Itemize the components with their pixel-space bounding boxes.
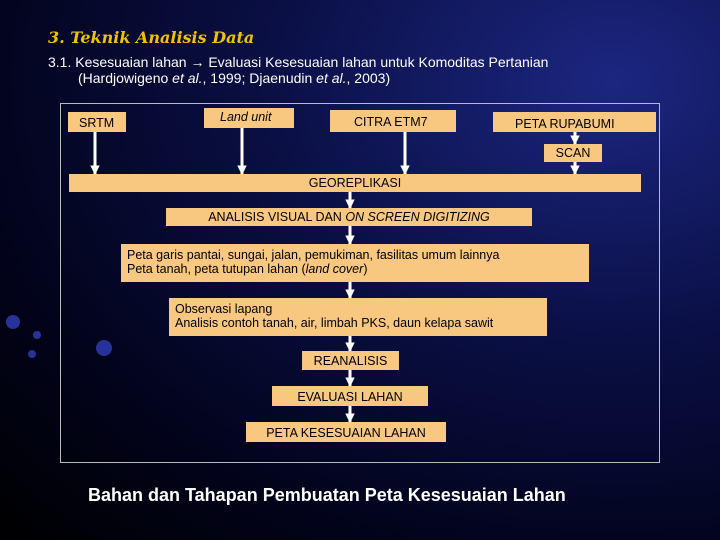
box-peta-garis <box>121 244 589 282</box>
box-reanalisis <box>302 351 399 370</box>
box-peta-kesesuaian <box>246 422 446 442</box>
box-citra-etm7 <box>330 110 456 132</box>
box-analisis-visual <box>166 208 532 226</box>
box-observasi-line-1: Observasi lapang <box>175 302 273 316</box>
subtitle-suffix: Evaluasi Kesesuaian lahan untuk Komoditas Pertanian <box>204 54 549 70</box>
subtitle-prefix: 3.1. Kesesuaian lahan <box>48 54 191 70</box>
box-peta-line-2-main: Peta tanah, peta tutupan lahan ( <box>127 262 306 276</box>
box-peta-rupabumi-label: PETA RUPABUMI <box>515 117 615 131</box>
slide-title: 3. Teknik Analisis Data <box>48 28 255 47</box>
box-peta-line-2 <box>127 262 589 276</box>
box-scan-label: SCAN <box>555 146 591 160</box>
box-citra-label: CITRA ETM7 <box>354 115 428 129</box>
box-observasi-line-2: Analisis contoh tanah, air, limbah PKS, daun kelapa sawit <box>175 316 494 330</box>
box-peta-rupabumi <box>493 112 656 132</box>
box-peta-line-2-close: ) <box>363 262 368 276</box>
box-evaluasi-label: EVALUASI LAHAN <box>297 390 403 404</box>
box-analisis-label: ANALISIS VISUAL DAN <box>208 210 346 224</box>
citation-etal: et al. <box>172 70 203 86</box>
slide-caption: Bahan dan Tahapan Pembuatan Peta Kesesuaian Lahan <box>88 485 566 505</box>
box-reanalisis-label: REANALISIS <box>313 354 388 368</box>
citation-part: , 2003) <box>346 70 391 86</box>
box-analisis-label-italic: ON SCREEN DIGITIZING <box>345 210 490 224</box>
box-srtm <box>68 112 126 132</box>
box-land-unit-label: Land unit <box>220 110 272 124</box>
box-evaluasi-lahan <box>272 386 428 406</box>
citation-part: , 1999; Djaenudin <box>202 70 317 86</box>
box-srtm-label: SRTM <box>79 116 115 130</box>
box-land-unit <box>204 108 294 128</box>
citation-etal: et al. <box>316 70 347 86</box>
arrow-right-icon: → <box>190 54 205 70</box>
box-georeplikasi-label: GEOREPLIKASI <box>308 176 402 190</box>
citation-part: (Hardjowigeno <box>78 70 173 86</box>
box-observasi <box>169 298 547 336</box>
box-peta-line-2-italic: land cover <box>305 262 364 276</box>
box-scan <box>544 144 602 162</box>
box-georeplikasi <box>69 174 641 192</box>
box-peta-kesesuaian-label: PETA KESESUAIAN LAHAN <box>266 426 426 440</box>
box-peta-line-1: Peta garis pantai, sungai, jalan, pemukiman, fasilitas umum lainnya <box>127 248 500 262</box>
